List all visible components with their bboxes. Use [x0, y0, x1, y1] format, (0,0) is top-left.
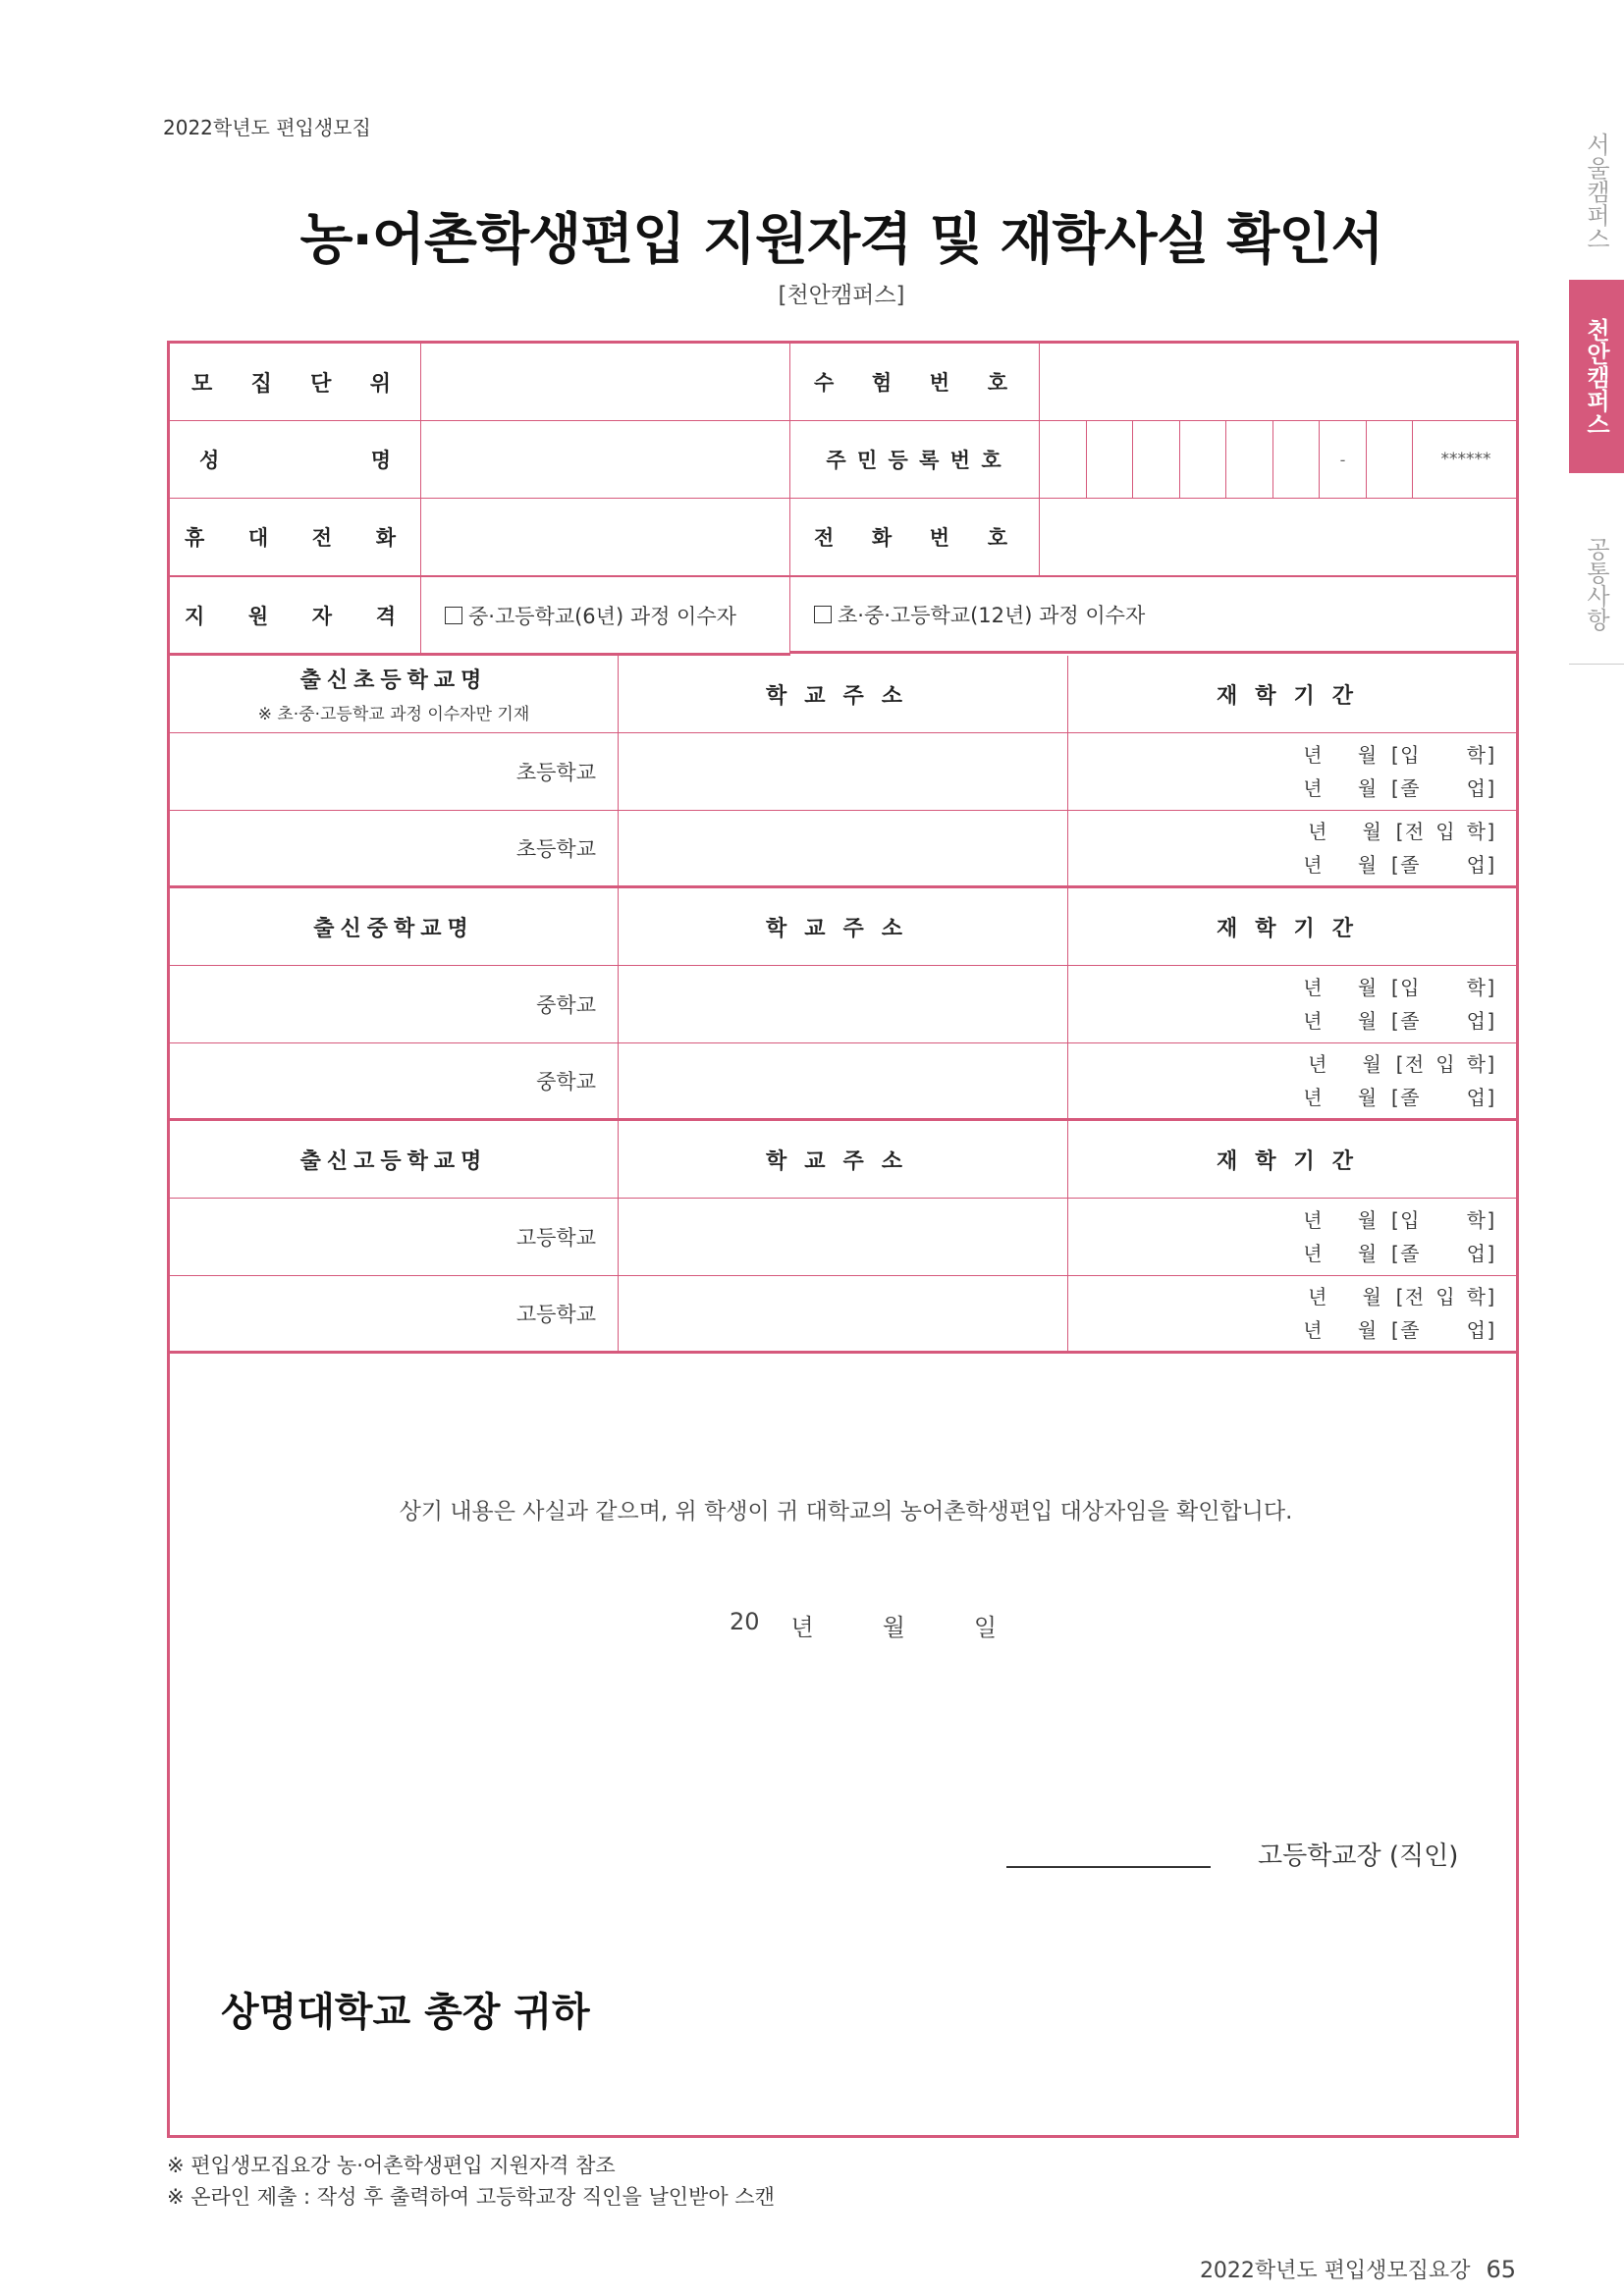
label-name: 성 명 — [170, 421, 421, 499]
address-header: 학교주소 — [619, 1121, 1068, 1199]
label-phone: 전 화 번 호 — [790, 499, 1040, 576]
label-recruit-unit: 모 집 단 위 — [170, 344, 421, 421]
confirmation-form — [167, 341, 1519, 2138]
elem-period-field[interactable] — [1068, 811, 1519, 888]
period-line: 년 월 [졸 업] — [1303, 1009, 1497, 1033]
period-line: 년 월 [졸 업] — [1303, 1318, 1497, 1342]
confirm-statement: 상기 내용은 사실과 같으며, 위 학생이 귀 대학교의 농어촌학생편입 대상자임을 확인합니다. — [399, 1499, 1293, 1524]
high-period-field[interactable] — [1068, 1276, 1519, 1354]
rrn-dash: - — [1320, 421, 1367, 498]
mid-address-field[interactable] — [619, 1043, 1068, 1121]
signature-label: 고등학교장 (직인) — [1258, 1842, 1459, 1871]
high-school-name-field[interactable]: 고등학교 — [170, 1199, 619, 1276]
rrn-mask: ****** — [1440, 450, 1491, 469]
mid-address-field[interactable] — [619, 966, 1068, 1043]
period-line: 년 월 [졸 업] — [1303, 776, 1497, 800]
rrn-digit-box[interactable] — [1133, 421, 1180, 498]
document-header: 2022학년도 편입생모집 — [163, 116, 371, 139]
address-header: 학교주소 — [619, 888, 1068, 966]
period-header: 재학기간 — [1068, 656, 1519, 733]
rrn-digit-box[interactable] — [1273, 421, 1320, 498]
elem-school-name-field[interactable]: 초등학교 — [170, 733, 619, 811]
mid-school-header: 출신중학교명 — [170, 888, 619, 966]
rrn-digit-box[interactable] — [1367, 421, 1413, 498]
high-address-field[interactable] — [619, 1199, 1068, 1276]
side-tab-seoul[interactable]: 서울캠퍼스 — [1582, 133, 1610, 250]
page-subtitle: [천안캠퍼스] — [778, 283, 905, 308]
mid-school-name-field[interactable]: 중학교 — [170, 966, 619, 1043]
addressee: 상명대학교 총장 귀하 — [221, 1990, 590, 2035]
note-item: ※ 편입생모집요강 농·어촌학생편입 지원자격 참조 — [167, 2154, 616, 2177]
side-divider — [1569, 664, 1624, 665]
signature-line[interactable] — [1006, 1866, 1211, 1868]
address-header: 학교주소 — [619, 656, 1068, 733]
high-period-field[interactable] — [1068, 1199, 1519, 1276]
note-item: ※ 온라인 제출 : 작성 후 출력하여 고등학교장 직인을 날인받아 스캔 — [167, 2185, 775, 2209]
period-line: 년 월 [입 학] — [1303, 743, 1497, 767]
side-tab-cheonan[interactable]: 천안캠퍼스 — [1569, 280, 1624, 473]
date-month: 월 — [882, 1614, 905, 1641]
high-address-field[interactable] — [619, 1276, 1068, 1354]
mid-school-name-field[interactable]: 중학교 — [170, 1043, 619, 1121]
notes — [167, 2150, 775, 2213]
period-line: 년 월 [전 입 학] — [1308, 1052, 1497, 1076]
date-prefix: 20 — [730, 1608, 760, 1635]
period-line: 년 월 [졸 업] — [1303, 853, 1497, 877]
period-line: 년 월 [졸 업] — [1303, 1242, 1497, 1265]
high-school-name-field[interactable]: 고등학교 — [170, 1276, 619, 1354]
period-header: 재학기간 — [1068, 888, 1519, 966]
rrn-digit-box[interactable] — [1087, 421, 1133, 498]
label-rrn: 주 민 등 록 번 호 — [790, 421, 1040, 499]
field-mobile[interactable] — [421, 499, 790, 576]
page-title: 농·어촌학생편입 지원자격 및 재학사실 확인서 — [299, 208, 1383, 272]
rrn-digit-box[interactable] — [1226, 421, 1273, 498]
side-tab-common[interactable]: 공통사항 — [1582, 537, 1610, 631]
high-school-header: 출신고등학교명 — [170, 1121, 619, 1199]
rrn-digit-box[interactable] — [1180, 421, 1226, 498]
elem-school-header: 출신초등학교명 ※ 초·중·고등학교 과정 이수자만 기재 — [170, 656, 619, 733]
period-line: 년 월 [입 학] — [1303, 1208, 1497, 1232]
period-line: 년 월 [입 학] — [1303, 976, 1497, 999]
label-exam-number: 수 험 번 호 — [790, 344, 1040, 421]
date-year: 년 — [790, 1614, 814, 1641]
field-recruit-unit[interactable] — [421, 344, 790, 421]
checkbox-12year[interactable] — [814, 606, 832, 623]
page-footer — [1200, 2254, 1516, 2284]
field-name[interactable] — [421, 421, 790, 499]
option-6year[interactable]: 중·고등학교(6년) 과정 이수자 — [421, 576, 790, 654]
period-line: 년 월 [졸 업] — [1303, 1086, 1497, 1109]
field-phone[interactable] — [1040, 499, 1519, 576]
mid-period-field[interactable] — [1068, 1043, 1519, 1121]
label-qualification: 지 원 자 격 — [170, 576, 421, 654]
page-number: 65 — [1486, 2256, 1516, 2283]
period-header: 재학기간 — [1068, 1121, 1519, 1199]
date-day: 일 — [973, 1614, 998, 1641]
elem-period-field[interactable] — [1068, 733, 1519, 811]
field-rrn[interactable] — [1040, 421, 1519, 499]
elem-school-name-field[interactable]: 초등학교 — [170, 811, 619, 888]
footer-text: 2022학년도 편입생모집요강 — [1199, 2259, 1471, 2283]
rrn-digit-box[interactable] — [1040, 421, 1087, 498]
mid-period-field[interactable] — [1068, 966, 1519, 1043]
option-12year[interactable]: 초·중·고등학교(12년) 과정 이수자 — [790, 576, 1519, 654]
period-line: 년 월 [전 입 학] — [1308, 1285, 1497, 1308]
checkbox-6year[interactable] — [445, 607, 462, 624]
elem-address-field[interactable] — [619, 733, 1068, 811]
elem-address-field[interactable] — [619, 811, 1068, 888]
field-exam-number[interactable] — [1040, 344, 1519, 421]
date-line — [730, 1608, 997, 1642]
period-line: 년 월 [전 입 학] — [1308, 820, 1497, 843]
label-mobile: 휴 대 전 화 — [170, 499, 421, 576]
